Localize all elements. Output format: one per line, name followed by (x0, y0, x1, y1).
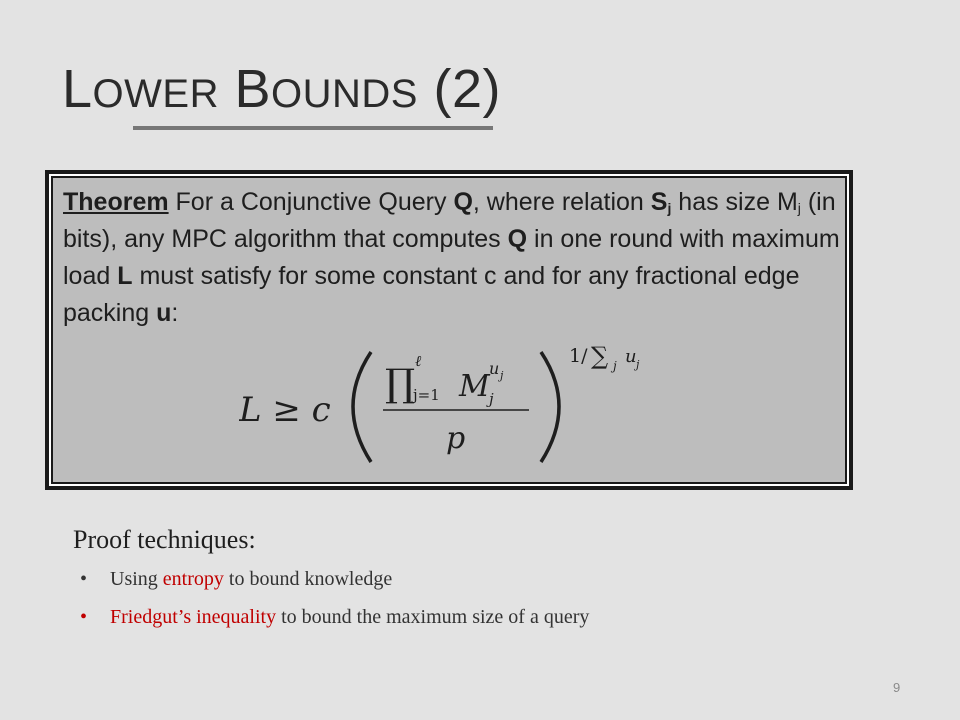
formula-product: ∏ (385, 361, 416, 405)
theorem-segment: For a Conjunctive Query (168, 188, 454, 216)
size-subscript: j (797, 200, 801, 216)
bullet-text: to bound knowledge (223, 568, 393, 590)
theorem-segment: : (171, 299, 179, 327)
relation-subscript: j (667, 200, 672, 216)
slide-title (62, 59, 501, 119)
title-letter: L (62, 59, 93, 119)
formula-base-sup: u (489, 359, 500, 378)
theorem-segment: in one round with maximum load (63, 225, 840, 290)
proof-bullet-list (80, 566, 589, 642)
packing-symbol: u (156, 299, 172, 327)
formula-exponent-sum-sub: j (613, 359, 617, 373)
relation-symbol: S (650, 188, 668, 216)
proof-bullet (80, 566, 589, 604)
formula-product-lower: j=1 (413, 386, 440, 404)
theorem-label: Theorem (63, 188, 169, 216)
title-word-rest: OUNDS (271, 72, 418, 116)
formula-right-paren (541, 352, 559, 462)
formula-exponent-u-sub: j (636, 358, 640, 371)
theorem-box (45, 170, 853, 490)
page-number: 9 (893, 680, 901, 695)
formula-lhs: L ≥ c (239, 390, 331, 430)
formula-product-upper: ℓ (415, 352, 422, 370)
title-letter: B (234, 59, 272, 119)
theorem-text (63, 184, 843, 332)
proof-heading: Proof techniques: (73, 525, 256, 554)
title-word-rest: OWER (92, 72, 219, 116)
title-number: (2) (433, 59, 501, 119)
formula-base: M (459, 369, 490, 404)
load-symbol: L (117, 262, 133, 290)
bullet-highlight: Friedgut’s inequality (110, 606, 277, 628)
formula-exponent: 1/ (569, 345, 588, 367)
query-symbol: Q (453, 188, 473, 216)
theorem-segment: has size M (671, 188, 798, 216)
formula-denominator: p (446, 421, 466, 456)
proof-bullet (80, 604, 589, 642)
theorem-segment: must satisfy for some constant c and for any fractional edge packing (63, 262, 800, 327)
formula-base-sub: j (489, 390, 494, 408)
theorem-segment: , where relation (472, 188, 651, 216)
title-underline (133, 126, 493, 130)
formula-base-sup-sub: j (500, 369, 504, 382)
formula-exponent-u: u (625, 346, 637, 367)
query-symbol: Q (507, 225, 528, 253)
bullet-text: to bound the maximum size of a query (276, 606, 590, 628)
load-bound-formula (239, 344, 699, 474)
bullet-highlight: entropy (162, 568, 224, 590)
theorem-segment: (in bits), any MPC algorithm that computes (63, 188, 836, 253)
formula-left-paren (353, 352, 371, 462)
formula-exponent-sum: ∑ (591, 344, 609, 370)
bullet-text: Using (110, 568, 163, 590)
